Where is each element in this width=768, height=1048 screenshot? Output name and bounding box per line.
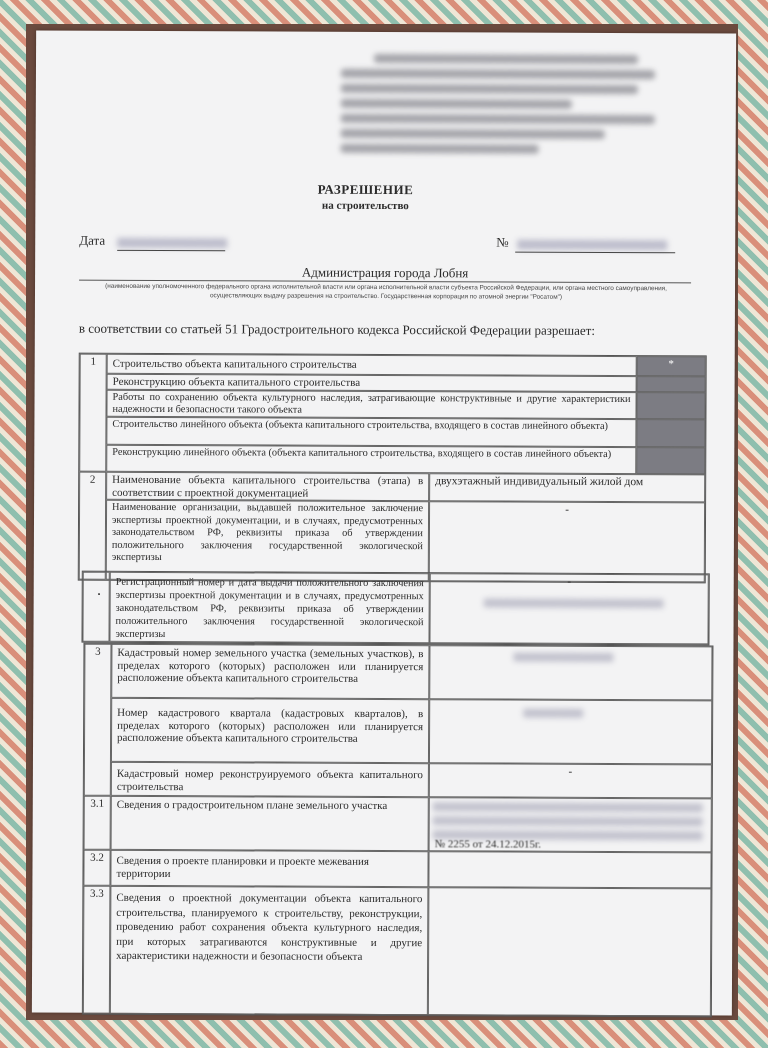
section-1-shaded-cell <box>636 392 705 419</box>
object-name-value: двухэтажный индивидуальный жилой дом <box>429 473 705 502</box>
section-1-mark-cell: * <box>637 356 706 376</box>
section-2-number: 2 <box>79 472 106 580</box>
registration-value: - <box>429 573 708 644</box>
redacted-urban-plan <box>433 816 703 826</box>
redacted-urban-plan <box>433 802 703 812</box>
stray-mark: • <box>97 589 101 599</box>
section-1-item: Строительство объекта капитального строительства <box>107 354 637 376</box>
reconstructed-object-label: Кадастровый номер реконструируемого объекта капитального строительства <box>111 762 429 797</box>
project-docs-label: Сведения о проектной документации объекта капитального строительства, планируемого к строительству, реконструкции, проведению работ сохранения объекта культурного наследия, при которых затрагиваются конструктивные и другие характеристики надежности и безопасности объекта <box>110 886 429 1015</box>
redacted-date <box>117 238 227 248</box>
section-1-item: Реконструкцию линейного объекта (объекта капитального строительства, входящего в состав линейного объекта) <box>106 445 636 474</box>
section-1-item: Строительство линейного объекта (объекта капитального строительства, входящего в состав линейного объекта) <box>106 417 636 447</box>
section-1-item: Реконструкцию объекта капитального строительства <box>107 374 637 392</box>
expertise-org-label: Наименование организации, выдавшей положительное заключение экспертизы проектной документации, и в случаях, предусмотренных законодательством РФ, реквизиты приказа об утверждении положительного заключения государственной экологической экспертизы <box>106 500 429 581</box>
section-3-1-number: 3.1 <box>84 796 111 850</box>
section-3-3-number: 3.3 <box>83 886 111 1014</box>
planning-project-value <box>428 851 711 888</box>
section-1-shaded-cell <box>636 419 705 447</box>
section-1-number: 1 <box>79 354 107 472</box>
permit-table-upper <box>78 353 707 599</box>
expertise-org-value: - <box>429 501 705 582</box>
document-subtitle: на строительство <box>321 199 409 213</box>
redacted-applicant-block <box>341 48 672 167</box>
object-name-label: Наименование объекта капитального строительства (этапа) в соответствии с проектной документацией <box>106 472 429 501</box>
redacted-registration <box>484 598 664 608</box>
registration-number-cell <box>82 572 109 642</box>
section-3-number: 3 <box>84 644 112 796</box>
section-1-shaded-cell <box>637 376 706 392</box>
urban-plan-label: Сведения о градостроительном плане земельного участка <box>111 796 429 851</box>
intro-text: в соответствии со статьей 51 Градостроительного кодекса Российской Федерации разрешает: <box>78 320 596 338</box>
registration-label: Регистрационный номер и дата выдачи положительного заключения экспертизы проектной документации и в случаях, предусмотренных законодательством РФ, реквизиты приказа об утверждении положительного заключения государственной экологической экспертизы <box>109 572 429 643</box>
reconstructed-object-value: - <box>429 763 712 798</box>
document-page <box>32 30 736 1015</box>
redacted-number <box>517 240 667 251</box>
cadastral-land-label: Кадастровый номер земельного участка (земельных участков), в пределах которого (которых) расположен или планируется расположение объекта капитального строительства <box>111 644 429 699</box>
section-1-item: Работы по сохранению объекта культурного наследия, затрагивающие конструктивные и другие характеристики надежности и безопасности такого объекта <box>106 390 636 419</box>
organization-note: (наименование уполномоченного федерального органа исполнительной власти или органа исполнительной власти субъекта Российской Федерации, или органа местного самоуправления, осуществляющих выдачу разрешения на строительство. Государственная корпорация по атомной энергии "Росатом") <box>105 282 667 301</box>
redacted-cadastral-land <box>513 653 613 662</box>
number-label: № <box>496 234 509 250</box>
urban-plan-number: № 2255 от 24.12.2015г. <box>434 838 542 851</box>
cadastral-quarter-label: Номер кадастрового квартала (кадастровых кварталов), в пределах которого (которых) расположен или планируется расположение объекта капитального строительства <box>111 698 429 763</box>
section-3-2-number: 3.2 <box>83 850 110 886</box>
issuing-organization: Администрация города Лобня <box>301 264 469 281</box>
date-label: Дата <box>79 232 106 248</box>
number-underline <box>515 252 675 254</box>
section-1-shaded-cell <box>636 447 705 474</box>
date-underline <box>117 250 225 251</box>
planning-project-label: Сведения о проекте планировки и проекте межевания территории <box>110 850 428 887</box>
document-title: РАЗРЕШЕНИЕ <box>317 181 414 198</box>
permit-table-registration <box>81 571 709 646</box>
project-docs-value <box>428 887 712 1016</box>
redacted-cadastral-quarter <box>523 709 583 718</box>
